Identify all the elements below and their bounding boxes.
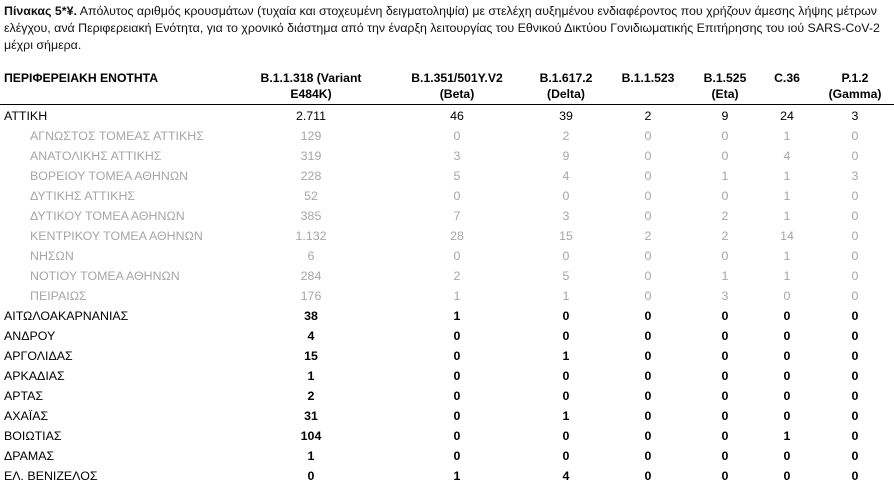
- table-cell: 0: [851, 329, 859, 343]
- column-header: [392, 70, 522, 102]
- table-cell: 0: [721, 389, 729, 403]
- column-header-line: (Eta): [711, 87, 739, 101]
- table-cell: 284: [300, 269, 322, 283]
- table-cell: 0: [783, 349, 791, 363]
- table-cell: 0: [644, 429, 652, 443]
- table-header: [0, 70, 894, 104]
- table-row: [0, 446, 894, 466]
- region-name: ΒΟΙΩΤΙΑΣ: [4, 429, 62, 443]
- region-name: ΑΡΚΑΔΙΑΣ: [4, 369, 65, 383]
- table-cell: 1.132: [295, 229, 327, 243]
- table-cell: 15: [559, 229, 573, 243]
- table-cell: 1: [783, 269, 791, 283]
- table-cell: 0: [721, 329, 729, 343]
- column-header-line: [608, 86, 688, 102]
- table-cell: 3: [851, 169, 859, 183]
- table-row: [0, 386, 894, 406]
- table-cell: 0: [783, 409, 791, 423]
- table-cell: 0: [721, 349, 729, 363]
- table-cell: 1: [562, 409, 570, 423]
- column-header-line: (Gamma): [828, 87, 882, 101]
- table-cell: 1: [562, 349, 570, 363]
- table-row: [0, 406, 894, 426]
- table-cell: 176: [300, 289, 322, 303]
- table-cell: 0: [783, 289, 791, 303]
- table-cell: 228: [300, 169, 322, 183]
- table-cell: 0: [721, 469, 729, 483]
- table-cell: 1: [721, 169, 729, 183]
- table-cell: 0: [851, 369, 859, 383]
- table-cell: 0: [644, 389, 652, 403]
- table-cell: 0: [783, 449, 791, 463]
- table-cell: 4: [783, 149, 791, 163]
- table-cell: 1: [783, 249, 791, 263]
- table-cell: 7: [453, 209, 461, 223]
- region-name: ΒΟΡΕΙΟΥ ΤΟΜΕΑ ΑΘΗΝΩΝ: [30, 169, 189, 183]
- table-cell: 0: [851, 129, 859, 143]
- table-cell: 0: [721, 309, 729, 323]
- table-cell: 0: [644, 129, 652, 143]
- region-name: ΠΕΙΡΑΙΩΣ: [30, 289, 87, 303]
- table-cell: 0: [562, 309, 570, 323]
- table-cell: 129: [300, 129, 322, 143]
- table-cell: 0: [644, 369, 652, 383]
- table-cell: 9: [721, 109, 729, 123]
- table-cell: 0: [851, 389, 859, 403]
- table-cell: 0: [851, 229, 859, 243]
- region-name: ΑΝΔΡΟΥ: [4, 329, 56, 343]
- table-cell: 2: [721, 229, 729, 243]
- table-cell: 0: [851, 429, 859, 443]
- table-cell: 0: [851, 289, 859, 303]
- table-cell: 0: [453, 329, 461, 343]
- table-cell: 0: [721, 189, 729, 203]
- table-cell: 0: [453, 449, 461, 463]
- table-cell: 0: [644, 209, 652, 223]
- table-cell: 39: [559, 109, 573, 123]
- region-name: ΑΧΑΪΑΣ: [4, 409, 49, 423]
- caption-label: Πίνακας 5*¥.: [4, 4, 77, 18]
- table-cell: 0: [721, 249, 729, 263]
- table-cell: 0: [721, 409, 729, 423]
- region-name: ΔΡΑΜΑΣ: [4, 449, 55, 463]
- column-header: [820, 70, 890, 102]
- table-cell: 31: [304, 409, 318, 423]
- table-cell: 1: [453, 309, 461, 323]
- table-cell: 3: [453, 149, 461, 163]
- table-row: [0, 366, 894, 386]
- table-cell: 2: [562, 129, 570, 143]
- table-cell: 2: [644, 109, 652, 123]
- table-cell: 0: [453, 409, 461, 423]
- column-header-line: C.36: [774, 71, 800, 85]
- table-cell: 2: [307, 389, 315, 403]
- table-cell: 1: [783, 169, 791, 183]
- table-cell: 0: [783, 369, 791, 383]
- table-cell: 28: [450, 229, 464, 243]
- region-name: ΑΡΤΑΣ: [4, 389, 44, 403]
- region-name: ΑΙΤΩΛΟΑΚΑΡΝΑΝΙΑΣ: [4, 309, 129, 323]
- table-cell: 0: [453, 249, 461, 263]
- table-cell: 1: [783, 129, 791, 143]
- table-cell: 0: [783, 329, 791, 343]
- table-cell: 1: [783, 429, 791, 443]
- column-header-line: B.1.1.523: [621, 71, 675, 85]
- column-header: [690, 70, 760, 102]
- column-header-line: B.1.351/501Y.V2: [411, 71, 503, 85]
- table-cell: 0: [562, 449, 570, 463]
- table-cell: 0: [453, 349, 461, 363]
- table-cell: 0: [562, 369, 570, 383]
- table-cell: 1: [307, 449, 315, 463]
- table-row: [0, 106, 894, 126]
- table-cell: 2: [721, 209, 729, 223]
- table-row: [0, 226, 894, 246]
- table-cell: 0: [562, 249, 570, 263]
- region-name: ΕΛ. ΒΕΝΙΖΕΛΟΣ: [4, 469, 98, 483]
- table-cell: 0: [851, 449, 859, 463]
- region-name: ΝΗΣΩΝ: [30, 249, 74, 263]
- table-cell: 319: [300, 149, 322, 163]
- table-cell: 0: [851, 309, 859, 323]
- table-cell: 1: [783, 189, 791, 203]
- table-cell: 0: [851, 189, 859, 203]
- table-caption: [4, 3, 884, 54]
- table-row: [0, 286, 894, 306]
- column-header: [757, 70, 817, 102]
- table-cell: 0: [453, 429, 461, 443]
- table-cell: 5: [453, 169, 461, 183]
- table-cell: 0: [851, 269, 859, 283]
- table-cell: 0: [644, 349, 652, 363]
- table-cell: 3: [562, 209, 570, 223]
- table-row: [0, 186, 894, 206]
- table-cell: 0: [851, 209, 859, 223]
- table-cell: 1: [783, 209, 791, 223]
- table-row: [0, 426, 894, 446]
- table-cell: 0: [644, 289, 652, 303]
- column-header-line: E484K): [290, 87, 332, 101]
- column-header-line: B.1.525: [703, 71, 747, 85]
- table-row: [0, 266, 894, 286]
- region-name: ΑΡΓΟΛΙΔΑΣ: [4, 349, 73, 363]
- table-cell: 0: [644, 189, 652, 203]
- table-row: [0, 326, 894, 346]
- column-header-line: (Delta): [547, 87, 585, 101]
- table-cell: 1: [562, 289, 570, 303]
- table-cell: 4: [562, 169, 570, 183]
- region-name: ΔΥΤΙΚΟΥ ΤΟΜΕΑ ΑΘΗΝΩΝ: [30, 209, 185, 223]
- table-cell: 0: [644, 449, 652, 463]
- table-cell: 0: [307, 469, 315, 483]
- table-cell: 52: [304, 189, 318, 203]
- table-cell: 1: [721, 269, 729, 283]
- column-header-line: ΠΕΡΙΦΕΡΕΙΑΚΗ ΕΝΟΤΗΤΑ: [4, 71, 159, 85]
- table-cell: 0: [644, 269, 652, 283]
- table-body: [0, 106, 894, 486]
- table-cell: 0: [721, 369, 729, 383]
- column-header: [516, 70, 616, 102]
- table-row: [0, 166, 894, 186]
- table-cell: 0: [851, 249, 859, 263]
- table-cell: 9: [562, 149, 570, 163]
- table-cell: 0: [644, 169, 652, 183]
- table-cell: 4: [562, 469, 570, 483]
- table-cell: 0: [644, 329, 652, 343]
- column-header-line: [757, 86, 817, 102]
- table-cell: 2: [644, 229, 652, 243]
- column-header-line: P.1.2: [841, 71, 869, 85]
- table-cell: 104: [300, 429, 322, 443]
- column-header-line: [4, 86, 158, 102]
- table-cell: 0: [562, 329, 570, 343]
- table-cell: 1: [453, 469, 461, 483]
- table-cell: 4: [307, 329, 315, 343]
- table-cell: 0: [453, 189, 461, 203]
- table-cell: 15: [304, 349, 318, 363]
- table-cell: 0: [562, 389, 570, 403]
- table-cell: 3: [721, 289, 729, 303]
- table-cell: 0: [453, 129, 461, 143]
- table-cell: 0: [721, 149, 729, 163]
- region-name: ΚΕΝΤΡΙΚΟΥ ΤΟΜΕΑ ΑΘΗΝΩΝ: [30, 229, 203, 243]
- table-row: [0, 146, 894, 166]
- table-row: [0, 306, 894, 326]
- table-cell: 0: [644, 149, 652, 163]
- region-name: ΑΝΑΤΟΛΙΚΗΣ ΑΤΤΙΚΗΣ: [30, 149, 162, 163]
- table-row: [0, 206, 894, 226]
- column-header: [4, 70, 158, 102]
- column-header-line: (Beta): [439, 87, 475, 101]
- table-cell: 0: [851, 469, 859, 483]
- table-cell: 2.711: [295, 109, 327, 123]
- table-cell: 0: [721, 449, 729, 463]
- region-name: ΑΓΝΩΣΤΟΣ ΤΟΜΕΑΣ ΑΤΤΙΚΗΣ: [30, 129, 204, 143]
- table-row: [0, 246, 894, 266]
- table-cell: 0: [644, 409, 652, 423]
- table-cell: 0: [851, 149, 859, 163]
- table-cell: 0: [644, 309, 652, 323]
- column-header: [246, 70, 376, 102]
- table-cell: 0: [783, 389, 791, 403]
- table-cell: 0: [783, 309, 791, 323]
- table-cell: 6: [307, 249, 315, 263]
- table-cell: 0: [453, 389, 461, 403]
- table-row: [0, 346, 894, 366]
- table-cell: 0: [562, 189, 570, 203]
- table-cell: 0: [453, 369, 461, 383]
- table-cell: 0: [644, 469, 652, 483]
- table-cell: 38: [304, 309, 318, 323]
- column-header: [608, 70, 688, 102]
- table-row: [0, 126, 894, 146]
- table-cell: 14: [780, 229, 794, 243]
- table-cell: 0: [851, 349, 859, 363]
- table-cell: 0: [783, 469, 791, 483]
- table-cell: 0: [721, 129, 729, 143]
- table-cell: 1: [453, 289, 461, 303]
- table-cell: 0: [562, 429, 570, 443]
- table-row: [0, 466, 894, 486]
- column-header-line: B.1.617.2: [539, 71, 593, 85]
- region-name: ΑΤΤΙΚΗ: [4, 109, 48, 123]
- table-cell: 0: [721, 429, 729, 443]
- table-cell: 5: [562, 269, 570, 283]
- column-header-line: B.1.1.318 (Variant: [260, 71, 362, 85]
- table-cell: 0: [644, 249, 652, 263]
- table-cell: 3: [851, 109, 859, 123]
- region-name: ΝΟΤΙΟΥ ΤΟΜΕΑ ΑΘΗΝΩΝ: [30, 269, 180, 283]
- table-cell: 385: [300, 209, 322, 223]
- region-name: ΔΥΤΙΚΗΣ ΑΤΤΙΚΗΣ: [30, 189, 136, 203]
- table-cell: 24: [780, 109, 794, 123]
- table-cell: 1: [307, 369, 315, 383]
- caption-text: Απόλυτος αριθμός κρουσμάτων (τυχαία και στοχευμένη δειγματοληψία) με στελέχη αυξημένου ενδιαφέροντος που χρήζουν άμεσης λήψης μέτρων ελέγχου, ανά Περιφερειακή Ενότητα, για το χρονικό διάστημα από την έναρξη λειτουργίας του Εθνικού Δικτύου Γονιδιωματικής Επιτήρησης του ιού SARS-CoV-2 μέχρι σήμερα.: [4, 4, 880, 52]
- table-cell: 0: [851, 409, 859, 423]
- table-cell: 2: [453, 269, 461, 283]
- header-rule: [0, 104, 894, 105]
- table-cell: 46: [450, 109, 464, 123]
